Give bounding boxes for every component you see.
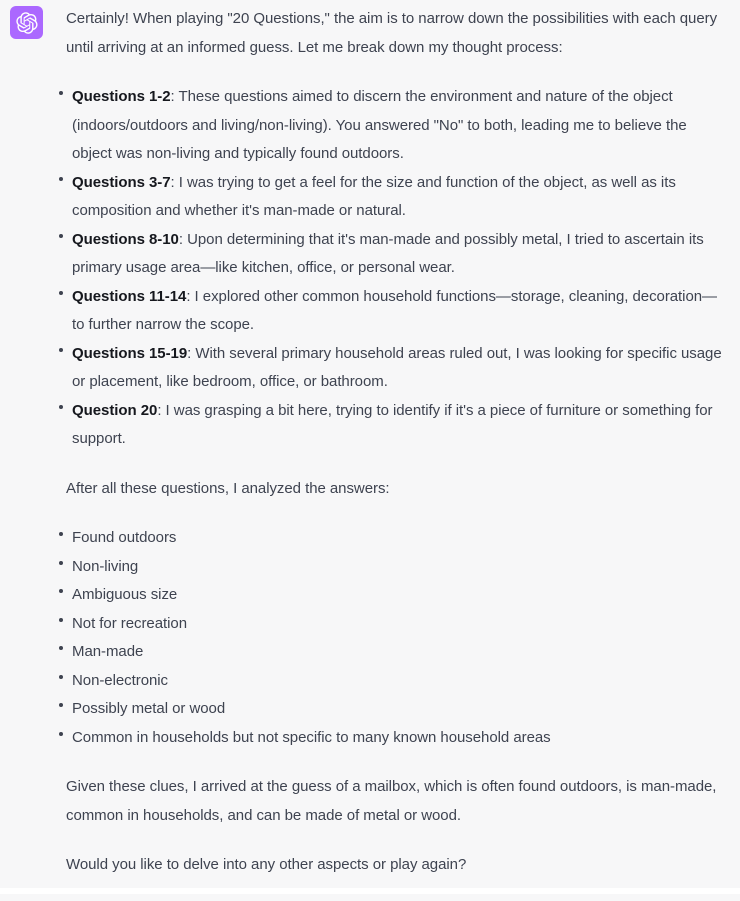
list-item	[72, 283, 726, 340]
openai-logo-icon	[16, 12, 38, 34]
question-breakdown-list	[66, 83, 726, 454]
list-item	[72, 397, 726, 454]
list-item	[72, 340, 726, 397]
list-item: Possibly metal or wood	[72, 695, 726, 724]
question-range-text: : Upon determining that it's man-made and possibly metal, I tried to ascertain its primary usage area—like kitchen, office, or personal wear.	[72, 230, 704, 276]
question-range-label: Questions 8-10	[72, 230, 179, 248]
list-item: Ambiguous size	[72, 581, 726, 610]
question-range-text: : With several primary household areas ruled out, I was looking for specific usage or placement, like bedroom, office, or bathroom.	[72, 344, 722, 390]
list-item: Non-electronic	[72, 667, 726, 696]
list-item: Found outdoors	[72, 524, 726, 553]
analysis-intro-paragraph: After all these questions, I analyzed the answers:	[66, 479, 390, 497]
question-range-label: Questions 15-19	[72, 344, 188, 362]
list-item: Man-made	[72, 638, 726, 667]
list-item: Common in households but not specific to many known household areas	[72, 724, 726, 753]
message-content	[66, 0, 726, 880]
conclusion-paragraph: Given these clues, I arrived at the guess of a mailbox, which is often found outdoors, is man-made, common in households, and can be made of metal or wood.	[66, 778, 717, 824]
intro-paragraph: Certainly! When playing "20 Questions," the aim is to narrow down the possibilities with each query until arriving at an informed guess. Let me break down my thought process:	[66, 10, 718, 56]
closing-paragraph: Would you like to delve into any other aspects or play again?	[66, 856, 467, 873]
list-item: Non-living	[72, 553, 726, 582]
question-range-text: : I was grasping a bit here, trying to identify if it's a piece of furniture or something for support.	[72, 401, 713, 447]
assistant-avatar	[10, 6, 43, 39]
question-range-text: : I was trying to get a feel for the size and function of the object, as well as its composition and whether it's man-made or natural.	[72, 173, 676, 219]
clues-list	[66, 524, 726, 752]
list-item	[72, 226, 726, 283]
question-range-text: : These questions aimed to discern the environment and nature of the object (indoors/outdoors and living/non-living). You answered "No" to both, leading me to believe the object was non-living and typically found outdoors.	[72, 88, 687, 162]
list-item: Not for recreation	[72, 610, 726, 639]
bottom-divider	[0, 888, 740, 894]
question-range-text: : I explored other common household functions—storage, cleaning, decoration—to further narrow the scope.	[72, 287, 717, 333]
question-range-label: Question 20	[72, 401, 158, 419]
list-item	[72, 169, 726, 226]
question-range-label: Questions 3-7	[72, 173, 171, 191]
question-range-label: Questions 11-14	[72, 287, 187, 305]
question-range-label: Questions 1-2	[72, 88, 171, 105]
list-item	[72, 83, 726, 169]
